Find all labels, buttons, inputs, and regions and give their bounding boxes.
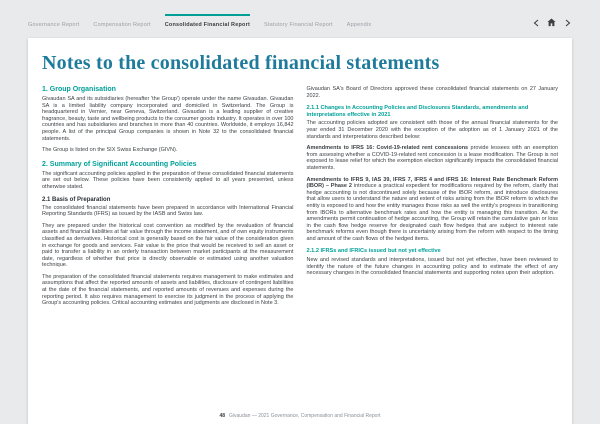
section-1-paragraph: The Group is listed on the SIX Swiss Exchange (GIVN). xyxy=(42,147,178,154)
page-number: 48 xyxy=(219,413,226,419)
section-2-1-heading: 2.1 Basis of Preparation xyxy=(42,196,111,203)
section-2-1-paragraph: The preparation of the consolidated financial statements requires management to make estimates and assumptions that affect the reported amounts of assets and liabilities, disclosure of contingent liabilities at the date of the financial statements, and reported amounts of revenues and expenses during the reporting period. It also requires management to exercise its judgment in the process of applying the Group's accounting policies. Critical accounting estimates and judgments are disclosed in Note 3. xyxy=(42,273,294,307)
section-2-1-2-paragraph: New and revised standards and interpretations, issued but not yet effective, have been reviewed to identify the nature of the future changes in accounting policy and to estimate the effect of any necessary changes in the consolidated financial statements and supporting notes upon their adoption. xyxy=(306,257,558,277)
two-column-body xyxy=(42,86,558,312)
section-2-1-paragraph: The consolidated financial statements have been prepared in accordance with International Financial Reporting Standards (IFRS) as issued by the IASB and Swiss law. xyxy=(42,204,294,218)
left-column xyxy=(42,86,294,312)
page-title: Notes to the consolidated financial statements xyxy=(42,52,440,74)
page-navigation-controls xyxy=(531,14,572,27)
right-column xyxy=(307,86,559,312)
ifrs16-amendments-text: provide lessees with an exemption from assessing whether a COVID-19-related rent concession is a lease modification. The Group is not exposed to lease relief for which the exemption election significantly impacts the consolidated financial statements. xyxy=(306,145,559,171)
section-2-paragraph: The significant accounting policies applied in the preparation of these consolidated financial statements are set out below. These policies have been consistently applied to all years presented, unless otherwise stated. xyxy=(42,170,294,190)
tab-appendix[interactable]: Appendix xyxy=(346,22,372,28)
tab-compensation-report[interactable]: Compensation Report xyxy=(93,22,151,28)
section-2-1-1-heading: 2.1.1 Changes in Accounting Policies and Disclosures Standards, amendments and interpretations effective in 2021 xyxy=(306,105,529,118)
document-page xyxy=(28,38,572,424)
ibor-amendments-paragraph xyxy=(307,177,559,243)
section-1-paragraph: Givaudan SA and its subsidiaries (hereafter 'the Group') operate under the name Givaudan. Givaudan SA is a limited liability company incorporated and domiciled in Switzerland. The Group is headquartered in Vernier, near Geneva, Switzerland. Givaudan is a leading supplier of creative fragrance, beauty, taste and wellbeing products to the consumer goods industry. It operates in over 100 countries and has subsidiaries and branches in more than 40 countries. Worldwide, it employs 16,842 people. A list of the principal Group companies is shown in Note 32 to the consolidated financial statements. xyxy=(42,96,294,142)
chevron-left-icon[interactable] xyxy=(531,18,540,27)
board-approval-paragraph: Givaudan SA's Board of Directors approved these consolidated financial statements on 27 January 2022. xyxy=(306,86,558,99)
home-icon[interactable] xyxy=(547,18,556,27)
section-2-heading: 2. Summary of Significant Accounting Policies xyxy=(42,160,197,168)
tab-consolidated-financial-report[interactable]: Consolidated Financial Report xyxy=(165,14,250,28)
section-2-1-1-paragraph: The accounting policies adopted are consistent with those of the annual financial statements for the year ended 31 December 2020 with the exception of the adoption as of 1 January 2021 of the standards and interpretations described below: xyxy=(306,120,558,140)
section-2-1-2-heading: 2.1.2 IFRSs and IFRICs issued but not yet effective xyxy=(306,248,441,255)
tab-governance-report[interactable]: Governance Report xyxy=(28,22,80,28)
ifrs16-amendments-lead: Amendments to IFRS 16: Covid-19-related rent concessions xyxy=(306,145,469,152)
section-1-heading: 1. Group Organisation xyxy=(42,86,116,93)
ibor-amendments-text: introduce a practical expedient for modifications required by the reform, clarify that hedge accounting is not discontinued solely because of the IBOR reform, and introduce disclosures that allow users to understand the nature and extent of risks arising from the IBOR reform to which the entity is exposed to and how the entity manages those risks as well the entity's progress in transitioning from IBORs to alternative benchmark rates and how the entity is managing this transition. As the amendments permit continuation of hedge accounting, the Group will retain the cumulative gain or loss in the cash flow hedge reserve for designated cash flow hedges that are subject to interest rate benchmark reforms even though there is uncertainty arising from the reform with respect to the timing and amount of the cash flows of the hedged items. xyxy=(306,183,558,242)
page-footer xyxy=(28,413,572,419)
footer-report-title: Givaudan — 2021 Governance, Compensation and Financial Report xyxy=(229,413,381,419)
ifrs16-amendments-paragraph xyxy=(307,145,559,171)
ibor-amendments-lead: Amendments to IFRS 9, IAS 39, IFRS 7, IFRS 4 and IFRS 16: Interest Rate Benchmark Reform (IBOR) – Phase 2 xyxy=(306,176,558,190)
section-2-1-paragraph: They are prepared under the historical cost convention as modified by the revaluation of financial assets and financial liabilities at fair value through the income statement, and of own equity instruments classified as derivatives. Historical cost is generally based on the fair value of the consideration given in exchange for goods and services. Fair value is the price that would be received to sell an asset or paid to transfer a liability in an orderly transaction between market participants at the measurement date, regardless of whether that price is directly observable or estimated using another valuation technique. xyxy=(42,222,294,269)
report-section-tabs xyxy=(28,14,371,28)
tab-statutory-financial-report[interactable]: Statutory Financial Report xyxy=(263,22,333,28)
top-navbar xyxy=(28,14,572,38)
chevron-right-icon[interactable] xyxy=(563,18,572,27)
